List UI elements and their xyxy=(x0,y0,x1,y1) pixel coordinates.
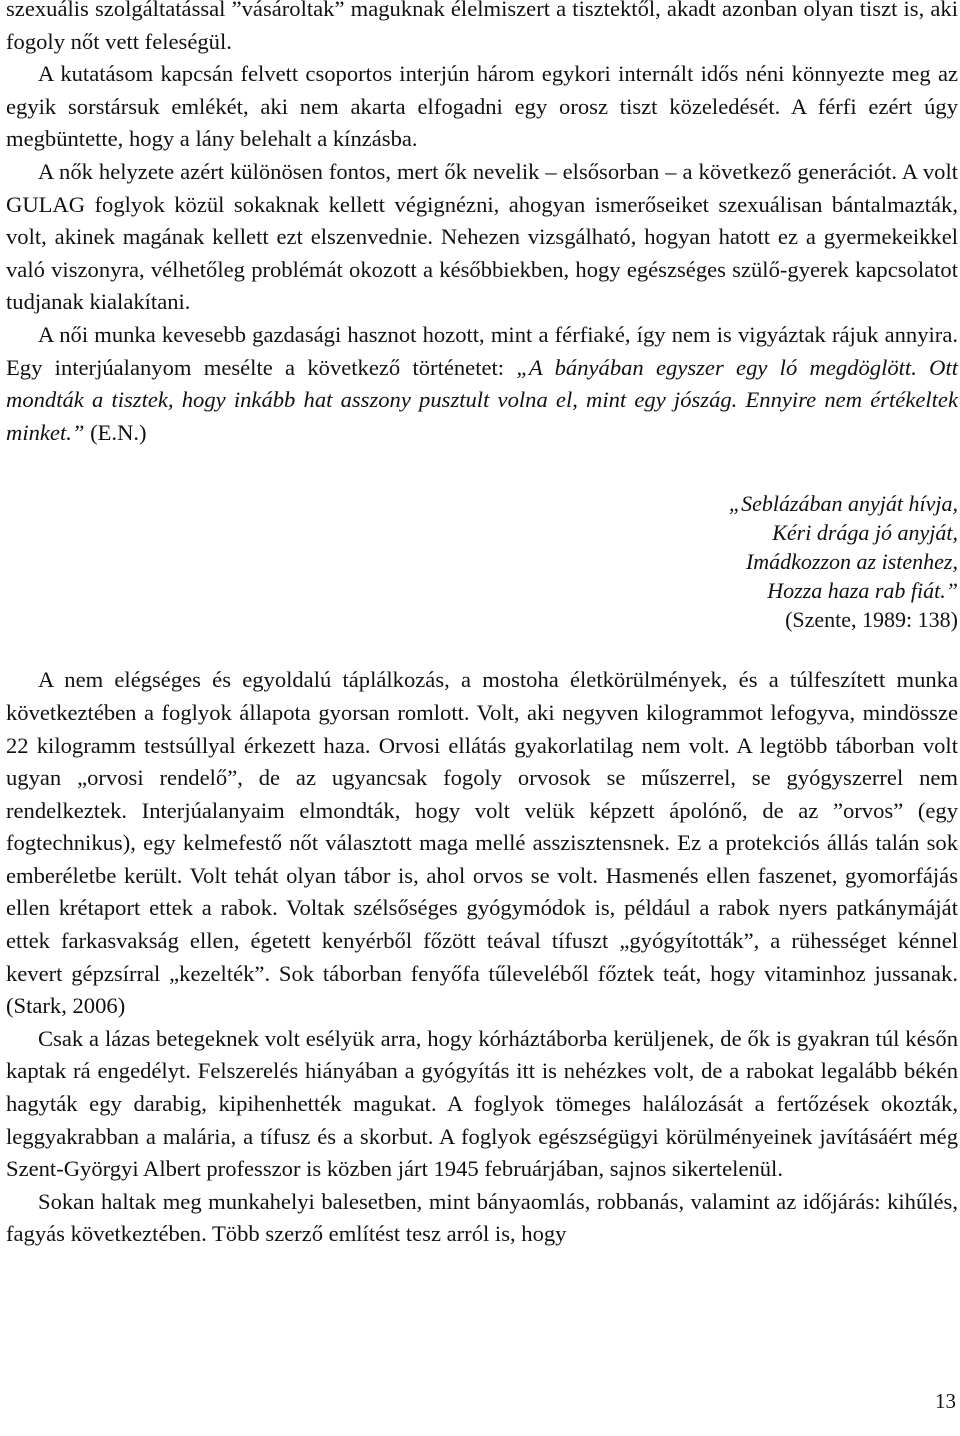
poem-block xyxy=(6,489,958,634)
paragraph-women-work xyxy=(6,319,958,449)
poem-line: Imádkozzon az istenhez, xyxy=(745,549,958,575)
paragraph-continuation: szexuális szolgáltatással ”vásároltak” maguknak élelmiszert a tisztektől, akadt azonban olyan tiszt is, aki fogoly nőt vett feleségül. xyxy=(6,0,958,54)
poem-line: Hozza haza rab fiát.” xyxy=(767,578,958,604)
paragraph-accidents: Sokan haltak meg munkahelyi balesetben, mint bányaomlás, robbanás, valamint az időjárás: kihűlés, fagyás következtében. Több szerző említést tesz arról is, hogy xyxy=(6,1188,958,1247)
paragraph-hospital: Csak a lázas betegeknek volt esélyük arra, hogy kórháztáborba kerüljenek, de ők is gyakran túl későn kaptak rá engedélyt. Felszerelés hiányában a gyógyítás itt is nehézkes volt, de a rabokat legalább békén hagyták egy darabig, kipihenhették magukat. A foglyok tömeges halálozását a fertőzések okozták, leggyakrabban a malária, a tífusz és a skorbut. A foglyok egészségügyi körülményeinek javításáért még Szent-Györgyi Albert professzor is közben járt 1945 februárjában, sajnos sikertelenül. xyxy=(6,1025,958,1182)
poem-citation: (Szente, 1989: 138) xyxy=(785,607,958,633)
poem-line: Kéri drága jó anyját, xyxy=(772,520,958,546)
paragraph-women-situation: A nők helyzete azért különösen fontos, mert ők nevelik – elsősorban – a következő generációt. A volt GULAG foglyok közül sokaknak kellett végignézni, ahogyan ismerőseiket szexuálisan bántalmazták, volt, akinek magának kellett ezt elszenvednie. Nehezen vizsgálható, hogyan hatott ez a gyermekeikkel való viszonyra, vélhetőleg problémát okozott a későbbiekben, hogy egészséges szülő-gyerek kapcsolatot tudjanak kialakítani. xyxy=(6,158,958,315)
paragraph-nutrition: A nem elégséges és egyoldalú táplálkozás, a mostoha életkörülmények, és a túlfeszített munka következtében a foglyok állapota gyorsan romlott. Volt, aki negyven kilogrammot lefogyva, mindössze 22 kilogramm testsúllyal érkezett haza. Orvosi ellátás gyakorlatilag nem volt. A legtöbb táborban volt ugyan „orvosi rendelő”, de az ugyancsak fogoly orvosok se műszerrel, se gyógyszerrel nem rendelkeztek. Interjúalanyaim elmondták, hogy volt velük képzett ápolónő, de az ”orvos” (egy fogtechnikus), egy kelmefestő nőt választott maga mellé asszisztensnek. Ez a protekciós állás talán sok emberéletbe került. Volt tehát olyan tábor is, ahol orvos se volt. Hasmenés ellen faszenet, gyomorfájás ellen krétaport ettek a rabok. Voltak szélsőséges gyógymódok is, például a rabok nyers patkánymáját ettek farkasvakság ellen, égetett kenyérből főzött teával tífuszt „gyógyították”, a rühességet kénnel kevert gépzsírral „kezelték”. Sok táborban fenyőfa tűleveléből főztek teát, hogy vitaminhoz jussanak. (Stark, 2006) xyxy=(6,667,958,1019)
interview-quote: „A bányában egyszer egy ló megdöglött. Ott mondták a tisztek, hogy inkább hat asszony pusztult volna el, mint egy jószág. Ennyire nem értékeltek minket.” xyxy=(6,354,959,445)
interview-source: (E.N.) xyxy=(84,419,147,445)
poem-line: „Seblázában anyját hívja, xyxy=(728,491,958,517)
page-number: 13 xyxy=(935,1389,956,1413)
document-page xyxy=(6,0,958,1251)
paragraph-women-work-text: A női munka kevesebb gazdasági hasznot hozott, mint a férfiaké, így nem is vigyáztak rájuk annyira. Egy interjúalanyom mesélte a következő történetet: xyxy=(6,321,958,380)
paragraph-interview: A kutatásom kapcsán felvett csoportos interjún három egykori internált idős néni könnyezte meg az egyik sorstársuk emlékét, aki nem akarta elfogadni egy orosz tiszt közeledését. A férfi ezért úgy megbüntette, hogy a lány belehalt a kínzásba. xyxy=(6,61,958,152)
